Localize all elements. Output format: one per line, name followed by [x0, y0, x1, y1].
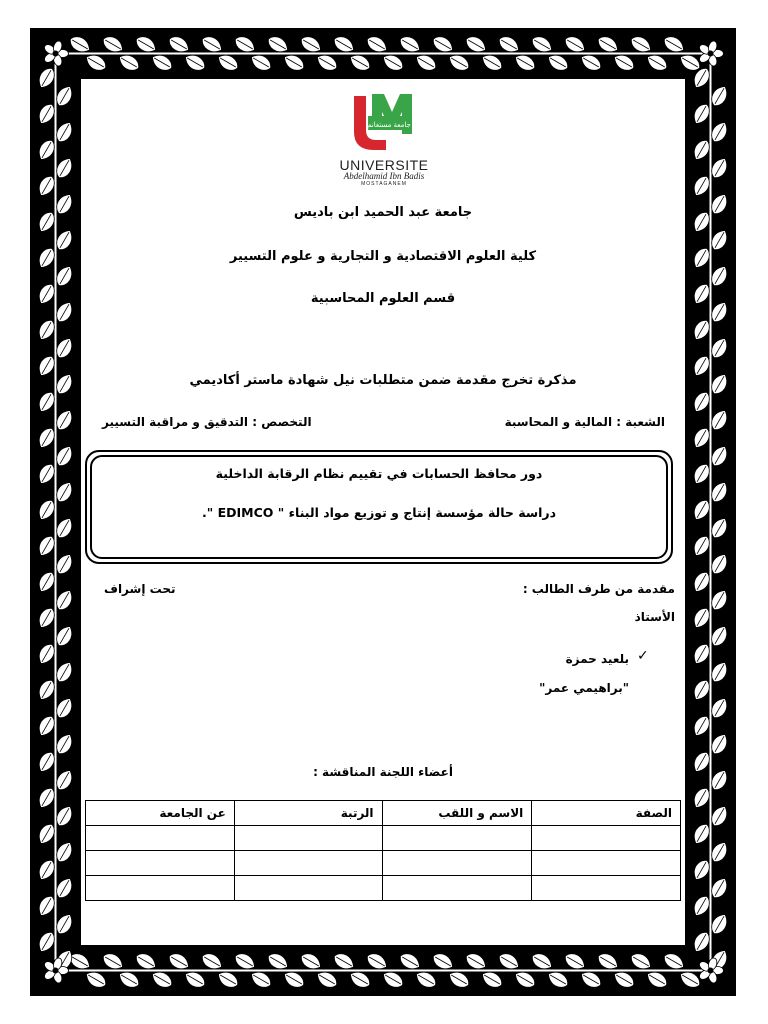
table-cell [382, 876, 532, 901]
logo-city: MOSTAGANEM [361, 181, 407, 187]
supervisor-name: "براهيمي عمر" [539, 681, 629, 695]
table-cell [532, 826, 681, 851]
check-icon: ✓ [637, 648, 649, 664]
thesis-title-line-1: دور محافظ الحسابات في تقييم نظام الرقابة الداخلية [215, 466, 543, 481]
table-cell [532, 876, 681, 901]
logo-subtitle: Abdelhamid Ibn Badis [343, 171, 425, 181]
department-name: قسم العلوم المحاسبية [310, 291, 456, 306]
faculty-name: كلية العلوم الاقتصادية و التجارية و علوم التسيير [229, 249, 537, 264]
table-cell [234, 876, 382, 901]
specialty-label: التخصص : التدقيق و مراقبة التسيير [102, 415, 312, 429]
thesis-title-line-2: دراسة حالة مؤسسة إنتاج و توزيع مواد البناء " EDIMCO ". [201, 505, 557, 520]
page-content [81, 79, 685, 945]
logo-emblem-text: جامعة مستغانم [367, 121, 411, 129]
student-name: بلعيد حمزة [565, 652, 629, 666]
branch-label: الشعبة : المالية و المحاسبة [504, 415, 665, 429]
table-cell [86, 876, 235, 901]
presented-by-label: مقدمة من طرف الطالب : [522, 582, 675, 596]
supervised-by-label: تحت إشراف [104, 582, 176, 596]
table-cell [382, 851, 532, 876]
committee-heading: أعضاء اللجنة المناقشة : [313, 765, 453, 779]
table-cell [86, 851, 235, 876]
table-cell [234, 826, 382, 851]
table-header-cell: الرتبة [234, 801, 382, 826]
university-name: جامعة عبد الحميد ابن باديس [293, 205, 473, 220]
table-header-cell: الاسم و اللقب [382, 801, 532, 826]
table-row [86, 876, 681, 901]
table-cell [532, 851, 681, 876]
committee-table [85, 800, 681, 901]
table-header-cell: عن الجامعة [86, 801, 235, 826]
professor-label: الأستاذ [634, 610, 675, 624]
logo-emblem [324, 84, 444, 158]
table-header-row [86, 801, 681, 826]
table-cell [86, 826, 235, 851]
table-cell [382, 826, 532, 851]
logo-wordmark: UNIVERSITE [339, 157, 429, 173]
university-logo [324, 84, 444, 187]
table-header-cell: الصفة [532, 801, 681, 826]
thesis-purpose: مذكرة تخرج مقدمة ضمن متطلبات نيل شهادة ماستر أكاديمي [189, 373, 577, 388]
table-row [86, 851, 681, 876]
thesis-title-box [85, 450, 673, 564]
table-cell [234, 851, 382, 876]
table-row [86, 826, 681, 851]
